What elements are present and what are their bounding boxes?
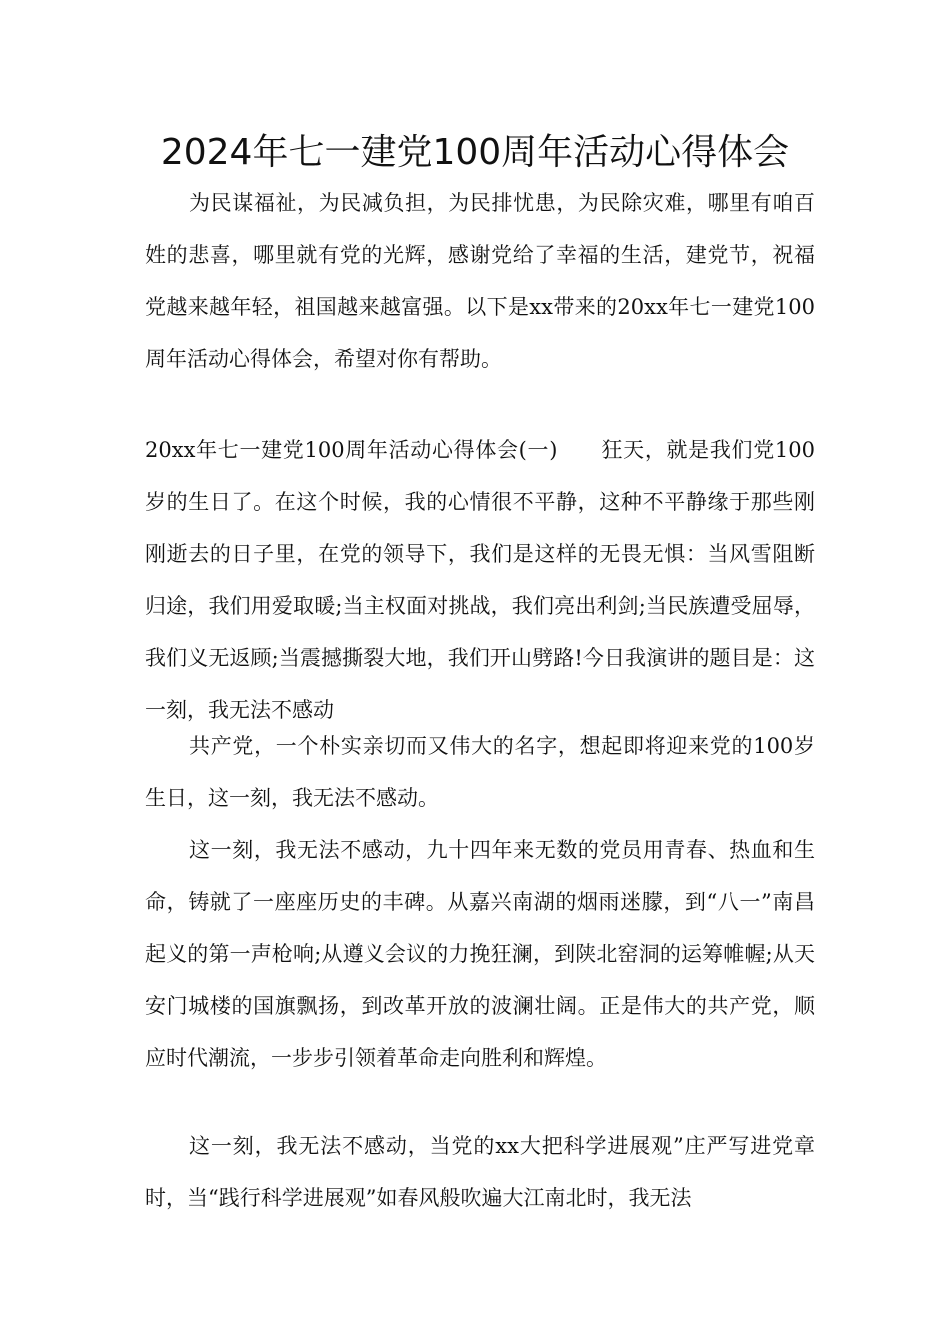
body-paragraph: 这一刻，我无法不感动，九十四年来无数的党员用青春、热血和生命，铸就了一座座历史的丰碑。从嘉兴南湖的烟雨迷朦，到“八一”南昌起义的第一声枪响;从遵义会议的力挽狂澜，到陕北窑洞的运筹帷幄;从天安门城楼的国旗飘扬，到改革开放的波澜壮阔。正是伟大的共产党，顺应时代潮流，一步步引领着革命走向胜利和辉煌。 xyxy=(145,838,815,1070)
document-title: 2024年七一建党100周年活动心得体会 xyxy=(160,132,790,173)
body-paragraph: 共产党，一个朴实亲切而又伟大的名字，想起即将迎来党的100岁生日，这一刻，我无法不感动。 xyxy=(145,734,815,810)
section-one-paragraph: 20xx年七一建党100周年活动心得体会(一) 狂天，就是我们党100岁的生日了。在这个时候，我的心情很不平静，这种不平静缘于那些刚刚逝去的日子里，在党的领导下，我们是这样的无畏无惧：当风雪阻断归途，我们用爱取暖;当主权面对挑战，我们亮出利剑;当民族遭受屈辱，我们义无返顾;当震撼撕裂大地，我们开山劈路!今日我演讲的题目是：这一刻，我无法不感动 xyxy=(145,438,815,722)
body-paragraph: 这一刻，我无法不感动，当党的xx大把科学进展观”庄严写进党章时，当“践行科学进展观”如春风般吹遍大江南北时，我无法 xyxy=(145,1134,815,1210)
intro-paragraph: 为民谋福祉，为民减负担，为民排忧患，为民除灾难，哪里有咱百姓的悲喜，哪里就有党的光辉，感谢党给了幸福的生活，建党节，祝福党越来越年轻，祖国越来越富强。以下是xx带来的20xx年七一建党100周年活动心得体会，希望对你有帮助。 xyxy=(145,191,815,371)
